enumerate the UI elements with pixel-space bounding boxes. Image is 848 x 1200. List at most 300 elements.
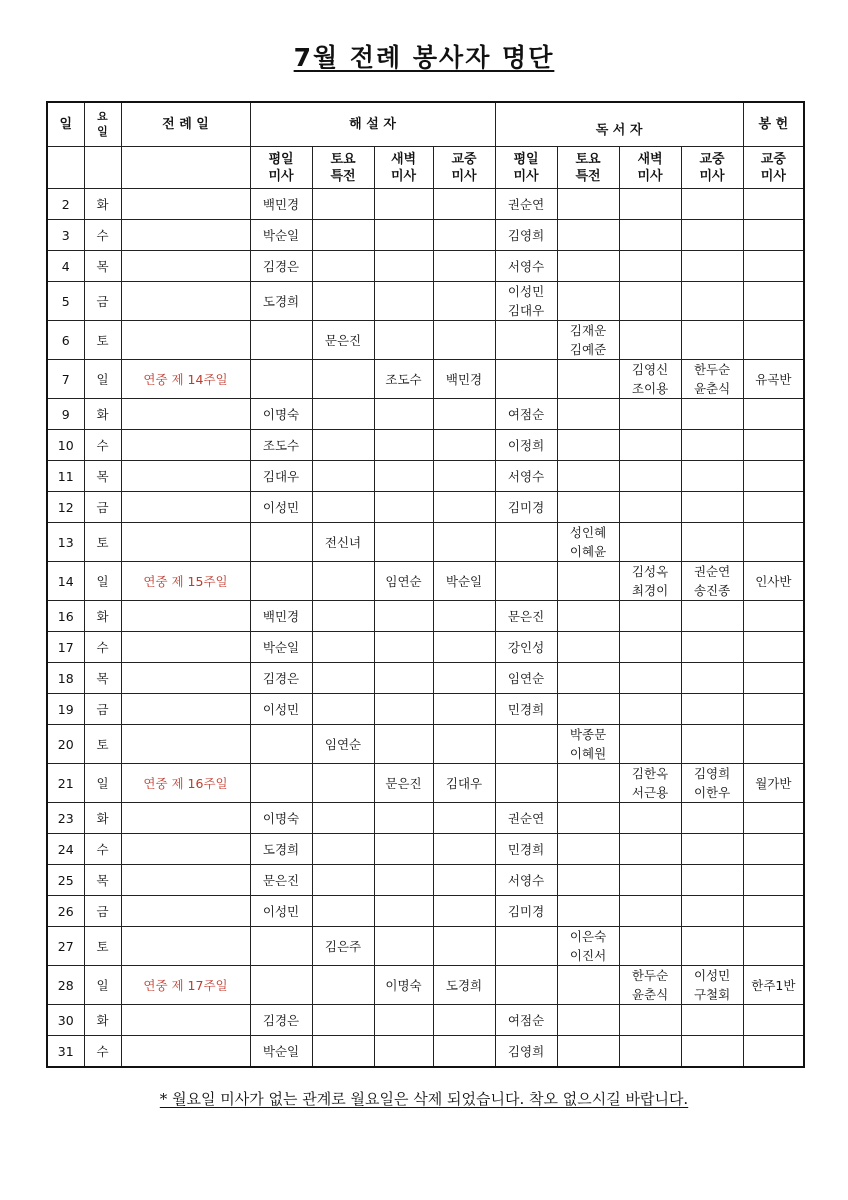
table-row [47, 966, 804, 1005]
header-row-main [47, 102, 804, 147]
cell-c2 [312, 1036, 374, 1068]
cell-c2: 전신녀 [312, 523, 374, 562]
cell-r1 [495, 321, 557, 360]
cell-c3 [374, 523, 433, 562]
cell-wd: 금 [84, 896, 121, 927]
cell-wd: 일 [84, 966, 121, 1005]
cell-c3: 이명숙 [374, 966, 433, 1005]
cell-wd: 목 [84, 251, 121, 282]
cell-day: 24 [47, 834, 84, 865]
cell-wd: 목 [84, 865, 121, 896]
cell-r2 [557, 764, 619, 803]
cell-lit: 연중 제 14주일 [121, 360, 250, 399]
cell-r4 [681, 430, 743, 461]
cell-r3 [619, 523, 681, 562]
cell-c1: 김경은 [250, 1005, 312, 1036]
cell-day: 17 [47, 632, 84, 663]
cell-off [743, 1005, 804, 1036]
cell-c3 [374, 601, 433, 632]
cell-c4 [433, 251, 495, 282]
cell-c4: 김대우 [433, 764, 495, 803]
cell-r2 [557, 562, 619, 601]
header-weekday: 요일 [84, 102, 121, 147]
table-row [47, 764, 804, 803]
cell-r3 [619, 663, 681, 694]
cell-wd: 토 [84, 523, 121, 562]
cell-c3 [374, 282, 433, 321]
cell-c3: 임연순 [374, 562, 433, 601]
cell-c4 [433, 632, 495, 663]
cell-c4 [433, 803, 495, 834]
cell-c4 [433, 1036, 495, 1068]
cell-c2 [312, 632, 374, 663]
header-sub: 평일 미사 [250, 147, 312, 189]
cell-day: 13 [47, 523, 84, 562]
cell-r4 [681, 189, 743, 220]
cell-r2 [557, 492, 619, 523]
cell-c1: 이성민 [250, 492, 312, 523]
cell-c4 [433, 725, 495, 764]
cell-day: 26 [47, 896, 84, 927]
cell-c1: 조도수 [250, 430, 312, 461]
cell-c4 [433, 399, 495, 430]
cell-c4 [433, 601, 495, 632]
cell-lit [121, 321, 250, 360]
header-sub: 토요 특전 [557, 147, 619, 189]
cell-c3 [374, 694, 433, 725]
cell-c3 [374, 430, 433, 461]
cell-r3 [619, 896, 681, 927]
header-reader: 독 서 자 [495, 102, 743, 147]
header-sub: 토요 특전 [312, 147, 374, 189]
cell-r4 [681, 282, 743, 321]
cell-c3 [374, 865, 433, 896]
header-empty [121, 147, 250, 189]
cell-r1: 권순연 [495, 189, 557, 220]
cell-r3: 김한옥 서근용 [619, 764, 681, 803]
schedule-table [46, 101, 805, 1068]
table-row [47, 523, 804, 562]
table-row [47, 492, 804, 523]
table-row [47, 321, 804, 360]
cell-c2 [312, 461, 374, 492]
table-row [47, 399, 804, 430]
cell-off [743, 189, 804, 220]
cell-r1 [495, 360, 557, 399]
cell-c1 [250, 523, 312, 562]
cell-lit [121, 834, 250, 865]
cell-lit [121, 601, 250, 632]
table-row [47, 1005, 804, 1036]
cell-c4 [433, 927, 495, 966]
cell-r2 [557, 966, 619, 1005]
schedule-body [47, 189, 804, 1068]
cell-c3 [374, 1005, 433, 1036]
cell-wd: 토 [84, 927, 121, 966]
cell-off [743, 725, 804, 764]
cell-r1 [495, 523, 557, 562]
cell-lit [121, 725, 250, 764]
footnote-text: * 월요일 미사가 없는 관계로 월요일은 삭제 되었습니다. 착오 없으시길 바랍니다. [159, 1090, 689, 1108]
cell-c2: 김은주 [312, 927, 374, 966]
table-row [47, 220, 804, 251]
table-row [47, 834, 804, 865]
cell-day: 18 [47, 663, 84, 694]
cell-c2 [312, 966, 374, 1005]
cell-lit [121, 1005, 250, 1036]
cell-r2 [557, 601, 619, 632]
cell-c1 [250, 321, 312, 360]
cell-lit [121, 663, 250, 694]
cell-c3 [374, 632, 433, 663]
cell-off [743, 663, 804, 694]
cell-day: 11 [47, 461, 84, 492]
cell-r3 [619, 189, 681, 220]
cell-c4 [433, 694, 495, 725]
cell-r2: 성인혜 이혜윤 [557, 523, 619, 562]
cell-day: 25 [47, 865, 84, 896]
cell-r3 [619, 803, 681, 834]
cell-c4 [433, 896, 495, 927]
cell-c1: 백민경 [250, 189, 312, 220]
cell-day: 16 [47, 601, 84, 632]
cell-c2 [312, 601, 374, 632]
cell-r1: 민경희 [495, 834, 557, 865]
cell-r4 [681, 927, 743, 966]
cell-c2 [312, 220, 374, 251]
cell-c4: 박순일 [433, 562, 495, 601]
cell-r4: 이성민 구철회 [681, 966, 743, 1005]
cell-off [743, 282, 804, 321]
header-offering: 봉 헌 [743, 102, 804, 147]
cell-r1: 여점순 [495, 1005, 557, 1036]
cell-day: 6 [47, 321, 84, 360]
cell-wd: 금 [84, 492, 121, 523]
header-sub: 교중 미사 [681, 147, 743, 189]
cell-off [743, 1036, 804, 1068]
cell-c2: 문은진 [312, 321, 374, 360]
cell-r4 [681, 399, 743, 430]
cell-c4: 도경희 [433, 966, 495, 1005]
cell-off [743, 461, 804, 492]
cell-off [743, 632, 804, 663]
cell-off [743, 220, 804, 251]
cell-lit [121, 492, 250, 523]
cell-c3 [374, 663, 433, 694]
cell-c3 [374, 834, 433, 865]
cell-c3 [374, 896, 433, 927]
cell-r4: 권순연 송진종 [681, 562, 743, 601]
cell-r4 [681, 220, 743, 251]
cell-c2 [312, 834, 374, 865]
cell-day: 19 [47, 694, 84, 725]
cell-r2: 이은숙 이진서 [557, 927, 619, 966]
cell-c3: 조도수 [374, 360, 433, 399]
cell-r3: 김성옥 최경이 [619, 562, 681, 601]
cell-wd: 화 [84, 399, 121, 430]
cell-r2 [557, 461, 619, 492]
cell-c1: 도경희 [250, 282, 312, 321]
cell-lit [121, 694, 250, 725]
header-sub: 평일 미사 [495, 147, 557, 189]
cell-c2 [312, 694, 374, 725]
cell-off [743, 601, 804, 632]
cell-day: 31 [47, 1036, 84, 1068]
cell-wd: 화 [84, 803, 121, 834]
cell-c4 [433, 282, 495, 321]
cell-c1 [250, 764, 312, 803]
cell-wd: 목 [84, 663, 121, 694]
table-row [47, 803, 804, 834]
cell-r1: 김영희 [495, 1036, 557, 1068]
cell-r1: 문은진 [495, 601, 557, 632]
cell-wd: 토 [84, 321, 121, 360]
cell-wd: 수 [84, 220, 121, 251]
cell-r2: 김재운 김예준 [557, 321, 619, 360]
cell-c2 [312, 896, 374, 927]
cell-c1: 이명숙 [250, 399, 312, 430]
cell-r4 [681, 725, 743, 764]
table-row [47, 927, 804, 966]
cell-r3 [619, 1005, 681, 1036]
cell-r1: 강인성 [495, 632, 557, 663]
cell-r4 [681, 1005, 743, 1036]
cell-off: 유곡반 [743, 360, 804, 399]
header-sub: 새벽 미사 [619, 147, 681, 189]
cell-c1 [250, 966, 312, 1005]
cell-day: 7 [47, 360, 84, 399]
table-row [47, 360, 804, 399]
cell-r3 [619, 492, 681, 523]
cell-c3: 문은진 [374, 764, 433, 803]
cell-c2 [312, 189, 374, 220]
cell-r3 [619, 601, 681, 632]
cell-c4 [433, 523, 495, 562]
cell-c4 [433, 834, 495, 865]
cell-r2 [557, 896, 619, 927]
cell-r1: 김미경 [495, 492, 557, 523]
table-row [47, 282, 804, 321]
header-sub: 새벽 미사 [374, 147, 433, 189]
cell-c4 [433, 663, 495, 694]
cell-r4 [681, 865, 743, 896]
cell-c4 [433, 189, 495, 220]
page-title [0, 38, 848, 74]
cell-lit: 연중 제 16주일 [121, 764, 250, 803]
cell-r4 [681, 492, 743, 523]
cell-r1: 서영수 [495, 865, 557, 896]
cell-r1: 서영수 [495, 251, 557, 282]
table-row [47, 865, 804, 896]
cell-c3 [374, 803, 433, 834]
cell-r1: 여점순 [495, 399, 557, 430]
cell-c3 [374, 927, 433, 966]
cell-r1 [495, 927, 557, 966]
header-liturgical-day: 전 례 일 [121, 102, 250, 147]
cell-r3 [619, 1036, 681, 1068]
cell-off [743, 803, 804, 834]
cell-r3: 한두순 윤춘식 [619, 966, 681, 1005]
cell-r3 [619, 399, 681, 430]
header-empty [47, 147, 84, 189]
cell-c3 [374, 251, 433, 282]
cell-c1: 김경은 [250, 251, 312, 282]
cell-wd: 수 [84, 632, 121, 663]
cell-c4 [433, 865, 495, 896]
cell-off [743, 251, 804, 282]
cell-r3 [619, 834, 681, 865]
cell-c2 [312, 663, 374, 694]
cell-lit [121, 632, 250, 663]
cell-r1: 김미경 [495, 896, 557, 927]
cell-c1: 백민경 [250, 601, 312, 632]
cell-r3 [619, 321, 681, 360]
cell-c2 [312, 865, 374, 896]
cell-off [743, 865, 804, 896]
cell-lit [121, 896, 250, 927]
cell-c2 [312, 1005, 374, 1036]
cell-day: 23 [47, 803, 84, 834]
cell-c2 [312, 360, 374, 399]
cell-c4 [433, 321, 495, 360]
cell-off: 인사반 [743, 562, 804, 601]
cell-r1 [495, 562, 557, 601]
cell-r4 [681, 896, 743, 927]
cell-c4 [433, 1005, 495, 1036]
table-row [47, 896, 804, 927]
cell-wd: 목 [84, 461, 121, 492]
cell-off [743, 834, 804, 865]
table-row [47, 461, 804, 492]
cell-day: 20 [47, 725, 84, 764]
cell-r4 [681, 803, 743, 834]
cell-c3 [374, 725, 433, 764]
header-sub: 교중 미사 [433, 147, 495, 189]
cell-off [743, 927, 804, 966]
cell-c2 [312, 399, 374, 430]
cell-lit [121, 282, 250, 321]
table-row [47, 430, 804, 461]
table-row [47, 189, 804, 220]
cell-r4 [681, 321, 743, 360]
cell-c2 [312, 430, 374, 461]
cell-c3 [374, 1036, 433, 1068]
page-title-text: 7월 전례 봉사자 명단 [293, 43, 555, 72]
cell-r3 [619, 251, 681, 282]
cell-r1: 서영수 [495, 461, 557, 492]
cell-r4: 한두순 윤춘식 [681, 360, 743, 399]
header-empty [84, 147, 121, 189]
cell-r4 [681, 251, 743, 282]
header-day: 일 [47, 102, 84, 147]
cell-c2 [312, 251, 374, 282]
cell-c2 [312, 492, 374, 523]
cell-r2 [557, 1036, 619, 1068]
cell-c3 [374, 189, 433, 220]
cell-r3 [619, 694, 681, 725]
cell-r2: 박종문 이혜원 [557, 725, 619, 764]
cell-r4 [681, 632, 743, 663]
cell-c4 [433, 220, 495, 251]
cell-c1 [250, 562, 312, 601]
cell-r4 [681, 523, 743, 562]
header-commentator: 해 설 자 [250, 102, 495, 147]
cell-r4 [681, 601, 743, 632]
cell-off [743, 694, 804, 725]
cell-r4 [681, 694, 743, 725]
header-sub: 교중 미사 [743, 147, 804, 189]
cell-lit [121, 189, 250, 220]
cell-r4 [681, 461, 743, 492]
table-row [47, 601, 804, 632]
cell-lit [121, 251, 250, 282]
cell-day: 3 [47, 220, 84, 251]
cell-day: 28 [47, 966, 84, 1005]
cell-lit [121, 461, 250, 492]
cell-day: 4 [47, 251, 84, 282]
cell-r2 [557, 694, 619, 725]
cell-c2: 임연순 [312, 725, 374, 764]
cell-c2 [312, 282, 374, 321]
cell-r1: 이성민 김대우 [495, 282, 557, 321]
cell-r4 [681, 663, 743, 694]
header-row-sub [47, 147, 804, 189]
cell-c1 [250, 927, 312, 966]
cell-c3 [374, 492, 433, 523]
cell-c1 [250, 725, 312, 764]
cell-lit: 연중 제 17주일 [121, 966, 250, 1005]
table-row [47, 562, 804, 601]
cell-lit [121, 523, 250, 562]
cell-r1: 민경희 [495, 694, 557, 725]
cell-wd: 일 [84, 562, 121, 601]
cell-r1 [495, 966, 557, 1005]
table-row [47, 725, 804, 764]
cell-r1 [495, 725, 557, 764]
cell-r2 [557, 430, 619, 461]
cell-r2 [557, 834, 619, 865]
cell-off [743, 523, 804, 562]
cell-r1: 김영희 [495, 220, 557, 251]
cell-r3 [619, 220, 681, 251]
cell-r1: 이정희 [495, 430, 557, 461]
cell-r1: 임연순 [495, 663, 557, 694]
cell-wd: 수 [84, 1036, 121, 1068]
cell-c4: 백민경 [433, 360, 495, 399]
cell-off: 한주1반 [743, 966, 804, 1005]
cell-r2 [557, 189, 619, 220]
cell-off [743, 492, 804, 523]
cell-c4 [433, 492, 495, 523]
table-row [47, 632, 804, 663]
cell-r2 [557, 399, 619, 430]
cell-day: 12 [47, 492, 84, 523]
table-row [47, 694, 804, 725]
cell-lit [121, 430, 250, 461]
cell-wd: 금 [84, 282, 121, 321]
cell-off [743, 321, 804, 360]
cell-wd: 금 [84, 694, 121, 725]
cell-c1: 이명숙 [250, 803, 312, 834]
cell-wd: 화 [84, 189, 121, 220]
cell-r2 [557, 282, 619, 321]
cell-day: 14 [47, 562, 84, 601]
cell-r2 [557, 360, 619, 399]
cell-day: 10 [47, 430, 84, 461]
cell-c1: 이성민 [250, 694, 312, 725]
cell-c4 [433, 461, 495, 492]
cell-wd: 화 [84, 601, 121, 632]
